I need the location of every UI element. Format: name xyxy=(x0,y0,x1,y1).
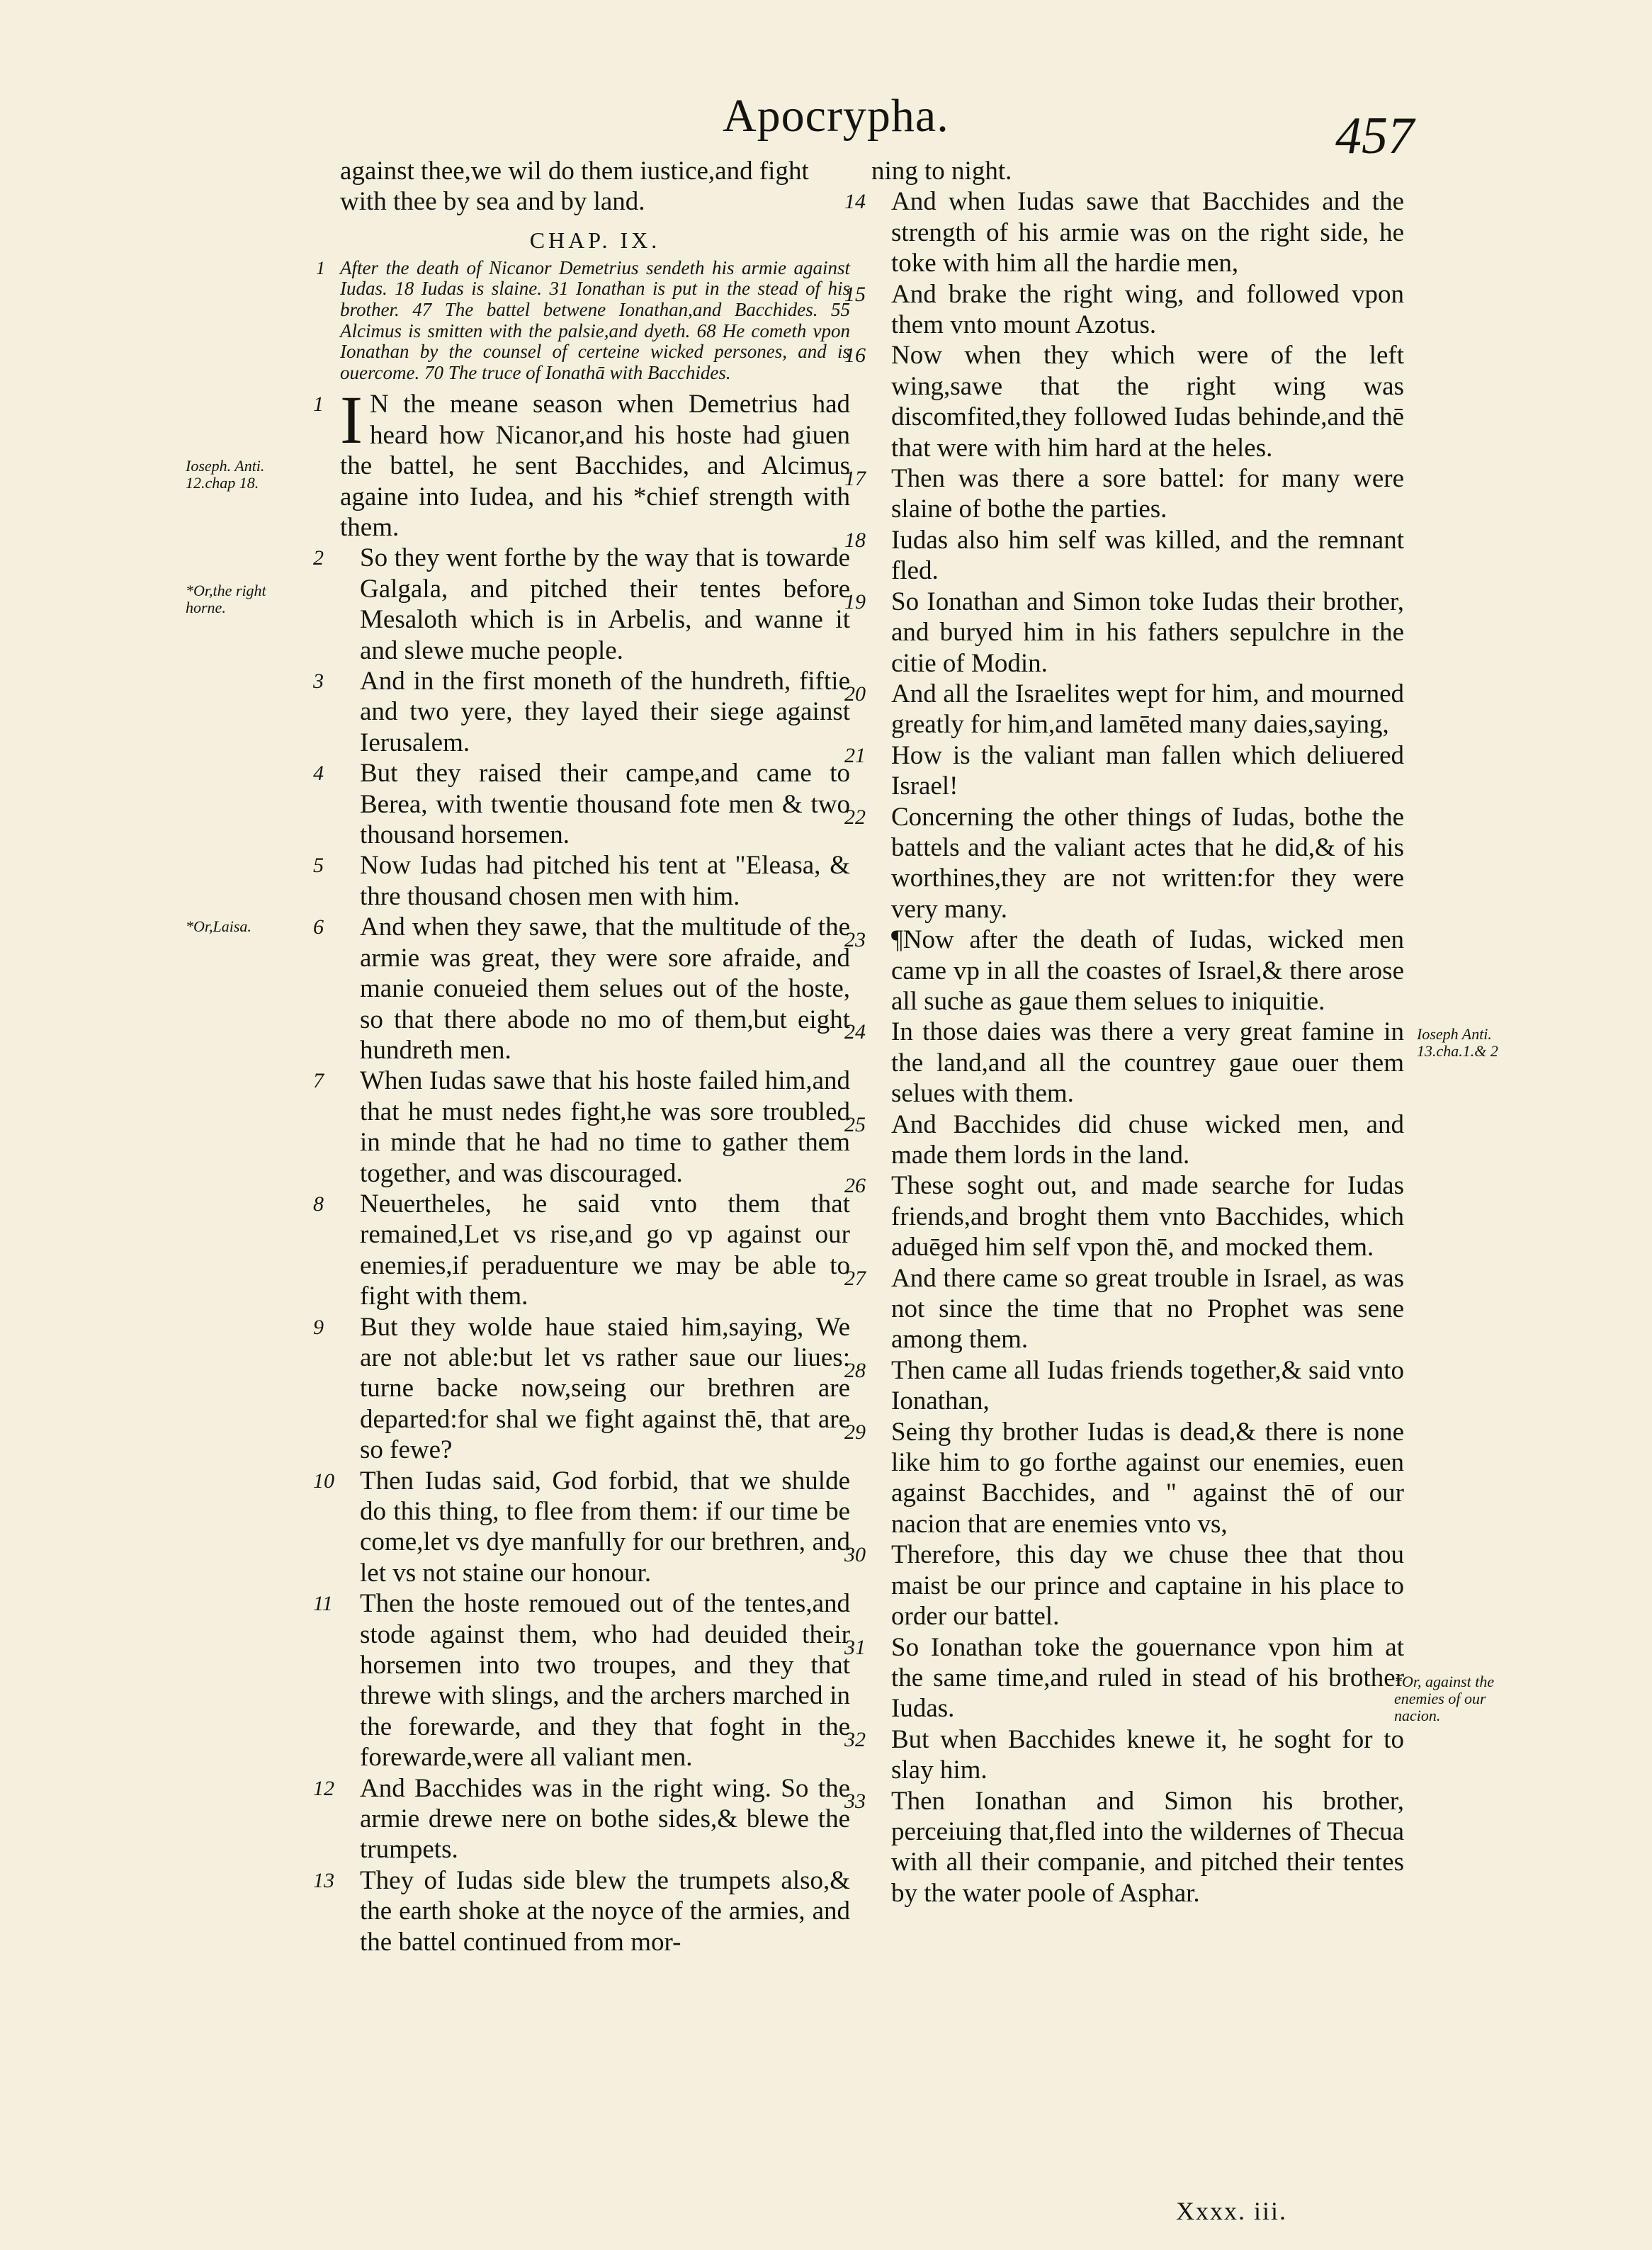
verse-8 xyxy=(313,1189,850,1312)
verse-11 xyxy=(313,1588,850,1773)
verse-text: And when Iudas sawe that Bacchides and the strength of his armie was on the right side, he toke with him all the hardie men, xyxy=(891,187,1404,278)
verse-text: So Ionathan and Simon toke Iudas their brother, and buryed him in his fathers sepulchre in the citie of Modin. xyxy=(891,587,1404,678)
verse-15 xyxy=(844,279,1404,341)
verse-text: Therefore, this day we chuse thee that thou maist be our prince and captaine in his place to order our battel. xyxy=(891,1540,1404,1632)
verse-29 xyxy=(844,1417,1404,1540)
verse-number: 12 xyxy=(313,1776,334,1800)
verse-text: But they wolde haue staied him,saying, We are not able:but let vs rather saue our liues: turne backe now,seing our brethren are departed:for shal we fight against thē, that are so fewe? xyxy=(360,1312,850,1465)
signature-mark: Xxxx. iii. xyxy=(1176,2197,1288,2225)
verse-text: Seing thy brother Iudas is dead,& there is none like him to go forthe against our enemies, euen against Bacchides, and " against thē of our nacion that are enemies vnto vs, xyxy=(891,1417,1404,1539)
verse-28 xyxy=(844,1355,1404,1417)
left-column xyxy=(313,156,850,1957)
verse-text: But when Bacchides knewe it, he soght for to slay him. xyxy=(891,1724,1404,1785)
page-number: 457 xyxy=(1335,107,1414,165)
verse-text: They of Iudas side blew the trumpets also,& the earth shoke at the noyce of the armies, and the battel continued from mor- xyxy=(360,1865,850,1957)
verse-text: In those daies was there a very great famine in the land,and all the countrey gaue ouer them selues with them. xyxy=(891,1017,1404,1109)
verse-text: ning to night. xyxy=(871,157,1012,186)
verse-number: 1 xyxy=(313,392,324,417)
verse-30 xyxy=(844,1539,1404,1632)
verse-number: 23 xyxy=(844,928,866,952)
verse-number: 5 xyxy=(313,854,324,878)
verse-number: 32 xyxy=(844,1727,866,1751)
verse-27 xyxy=(844,1263,1404,1355)
verse-number: 30 xyxy=(844,1543,866,1567)
verse-31 xyxy=(844,1632,1404,1724)
verse-number: 13 xyxy=(313,1868,334,1892)
verse-number: 33 xyxy=(844,1789,866,1813)
verse-text: When Iudas sawe that his hoste failed him,and that he must nedes fight,he was sore troubled in minde that he had no time to gather them together, and was discouraged. xyxy=(360,1066,850,1188)
verse-18 xyxy=(844,525,1404,587)
verse-text: And all the Israelites wept for him, and mourned greatly for him,and lamēted many daies,saying, xyxy=(891,679,1404,740)
verse-number: 9 xyxy=(313,1315,324,1339)
verse-number: 10 xyxy=(313,1469,334,1493)
verse-text: And there came so great trouble in Israel, as was not since the time that no Prophet was sene among them. xyxy=(891,1263,1404,1355)
verse-text: And when they sawe, that the multitude of the armie was great, they were sore afraide, and manie conueied them selues out of the hoste, so that there abode no mo of them,but eight hundreth men. xyxy=(360,912,850,1065)
verse-number: 31 xyxy=(844,1635,866,1659)
verse-1 xyxy=(313,382,850,543)
verse-number: 22 xyxy=(844,805,866,829)
verse-23 xyxy=(844,925,1404,1017)
verse-13 xyxy=(313,1865,850,1957)
verse-text: How is the valiant man fallen which deliuered Israel! xyxy=(891,740,1404,801)
verse-text: Then Ionathan and Simon his brother, perceiuing that,fled into the wildernes of Thecua with all their companie, and pitched their tentes by the water poole of Asphar. xyxy=(891,1786,1404,1908)
verse-text: Iudas also him self was killed, and the remnant fled. xyxy=(891,525,1404,586)
verse-number: 26 xyxy=(844,1174,866,1198)
verse-text: And in the first moneth of the hundreth, fiftie and two yere, they layed their siege against Ierusalem. xyxy=(360,667,850,757)
verse-10 xyxy=(313,1466,850,1589)
verse-32 xyxy=(844,1724,1404,1786)
verse-text: Then came all Iudas friends together,& said vnto Ionathan, xyxy=(891,1355,1404,1416)
verse-number: 18 xyxy=(844,528,866,552)
verse-number: 25 xyxy=(844,1112,866,1136)
margin-note-right-horne: *Or,the right horne. xyxy=(186,582,266,616)
verse-text: So Ionathan toke the gouernance vpon him at the same time,and ruled in stead of his brother Iudas. xyxy=(891,1632,1404,1724)
verse-25 xyxy=(844,1109,1404,1171)
verse-text: So they went forthe by the way that is towarde Galgala, and pitched their tentes before Mesaloth which is in Arbelis, and wanne it and slewe muche people. xyxy=(360,543,850,665)
verse-26 xyxy=(844,1170,1404,1262)
margin-note-josephus-right: Ioseph Anti. 13.cha.1.& 2 xyxy=(1417,1025,1498,1060)
verse-number: 7 xyxy=(313,1069,324,1093)
verse-24 xyxy=(844,1017,1404,1109)
verse-16 xyxy=(844,340,1404,463)
verse-number: 20 xyxy=(844,682,866,706)
verse-12 xyxy=(313,1773,850,1865)
verse-text: And Bacchides did chuse wicked men, and made them lords in the land. xyxy=(891,1109,1404,1170)
verse-text: Then the hoste remoued out of the tentes,and stode against them, who had deuided their horsemen into two troupes, and they that threwe with slings, and the archers marched in the forewarde, and they that foght in the forewarde,were all valiant men. xyxy=(360,1589,850,1773)
verse-17 xyxy=(844,463,1404,525)
drop-cap: I xyxy=(340,382,363,458)
verse-number: 16 xyxy=(844,344,866,368)
verse-text: Now when they which were of the left wing,sawe that the right wing was discomfited,they followed Iudas behinde,and thē that were with him hard at the heles. xyxy=(891,341,1404,463)
verse-number: 4 xyxy=(313,762,324,786)
verse-text: Then Iudas said, God forbid, that we shulde do this thing, to flee from them: if our time be come,let vs dye manfully for our brethren, and let vs not staine our honour. xyxy=(360,1466,850,1588)
verse-number: 3 xyxy=(313,669,324,694)
verse-number: 21 xyxy=(844,743,866,767)
verse-text: But they raised their campe,and came to Berea, with twentie thousand fote men & two thousand horsemen. xyxy=(360,759,850,850)
verse-19 xyxy=(844,587,1404,679)
verse-number: 17 xyxy=(844,467,866,491)
verse-22 xyxy=(844,802,1404,925)
margin-note-against-enemies: *Or, against the enemies of our nacion. xyxy=(1394,1673,1495,1724)
verse-number: 2 xyxy=(313,546,324,570)
verse-8-continuation xyxy=(340,156,850,217)
verse-33 xyxy=(844,1786,1404,1909)
verse-6 xyxy=(313,912,850,1065)
verse-21 xyxy=(844,740,1404,802)
chapter-argument xyxy=(316,256,850,384)
argument-text: After the death of Nicanor Demetrius sendeth his armie against Iudas. 18 Iudas is slaine. 31 Ionathan is put in the stead of his brother. 47 The battel betwene Ionathan,and Bacchides. 55 Alcimus is smitten with the palsie,and dyeth. 68 He cometh vpon Ionathan by the counsel of certeine wicked persones, and is ouercome. 70 The truce of Ionathā with Bacchides. xyxy=(340,256,850,383)
verse-number: 8 xyxy=(313,1192,324,1216)
verse-5 xyxy=(313,850,850,912)
verse-2 xyxy=(313,543,850,666)
verse-3 xyxy=(313,666,850,758)
margin-note-josephus-left: Ioseph. Anti. 12.chap 18. xyxy=(186,457,265,492)
verse-text: N the meane season when Demetrius had heard how Nicanor,and his hoste had giuen the battel, he sent Bacchides, and Alcimus againe into Iudea, and his *chief strength with them. xyxy=(340,390,850,542)
verse-number: 6 xyxy=(313,915,324,939)
verse-text: Then was there a sore battel: for many were slaine of bothe the parties. xyxy=(891,464,1404,524)
chapter-title: CHAP. IX. xyxy=(529,227,661,253)
right-column xyxy=(844,156,1404,1909)
verse-20 xyxy=(844,679,1404,740)
verse-number: 19 xyxy=(844,589,866,614)
verse-number: 15 xyxy=(844,282,866,306)
verse-number: 24 xyxy=(844,1020,866,1044)
verse-text: And brake the right wing, and followed vpon them vnto mount Azotus. xyxy=(891,279,1404,340)
running-title: Apocrypha. xyxy=(723,90,949,142)
verse-number: 28 xyxy=(844,1358,866,1382)
verse-number: 27 xyxy=(844,1266,866,1290)
verse-text: Concerning the other things of Iudas, bothe the battels and the valiant actes that he did,& of his worthines,they are not written:for they were very many. xyxy=(891,802,1404,924)
verse-text: against thee,we wil do them iustice,and fight with thee by sea and by land. xyxy=(340,157,809,217)
verse-number: 14 xyxy=(844,190,866,214)
verse-number: 11 xyxy=(313,1592,333,1616)
verse-text: ¶Now after the death of Iudas, wicked men came vp in all the coastes of Israel,& there arose all suche as gaue them selues to iniquitie. xyxy=(891,925,1404,1016)
verse-text: Neuertheles, he said vnto them that remained,Let vs rise,and go vp against our enemies,if peraduenture we may be able to fight with them. xyxy=(360,1189,850,1311)
verse-number: 29 xyxy=(844,1420,866,1444)
argument-marker: 1 xyxy=(316,257,325,278)
verse-4 xyxy=(313,758,850,850)
verse-13-continuation xyxy=(871,156,1404,186)
verse-7 xyxy=(313,1065,850,1189)
verse-9 xyxy=(313,1312,850,1466)
verse-text: Now Iudas had pitched his tent at "Eleasa, & thre thousand chosen men with him. xyxy=(360,851,850,911)
verse-text: And Bacchides was in the right wing. So the armie drewe nere on bothe sides,& blewe the trumpets. xyxy=(360,1773,850,1865)
verse-text: These soght out, and made searche for Iudas friends,and broght them vnto Bacchides, which aduēged him self vpon thē, and mocked them. xyxy=(891,1171,1404,1262)
margin-note-laisa: *Or,Laisa. xyxy=(186,917,251,935)
verse-14 xyxy=(844,186,1404,278)
